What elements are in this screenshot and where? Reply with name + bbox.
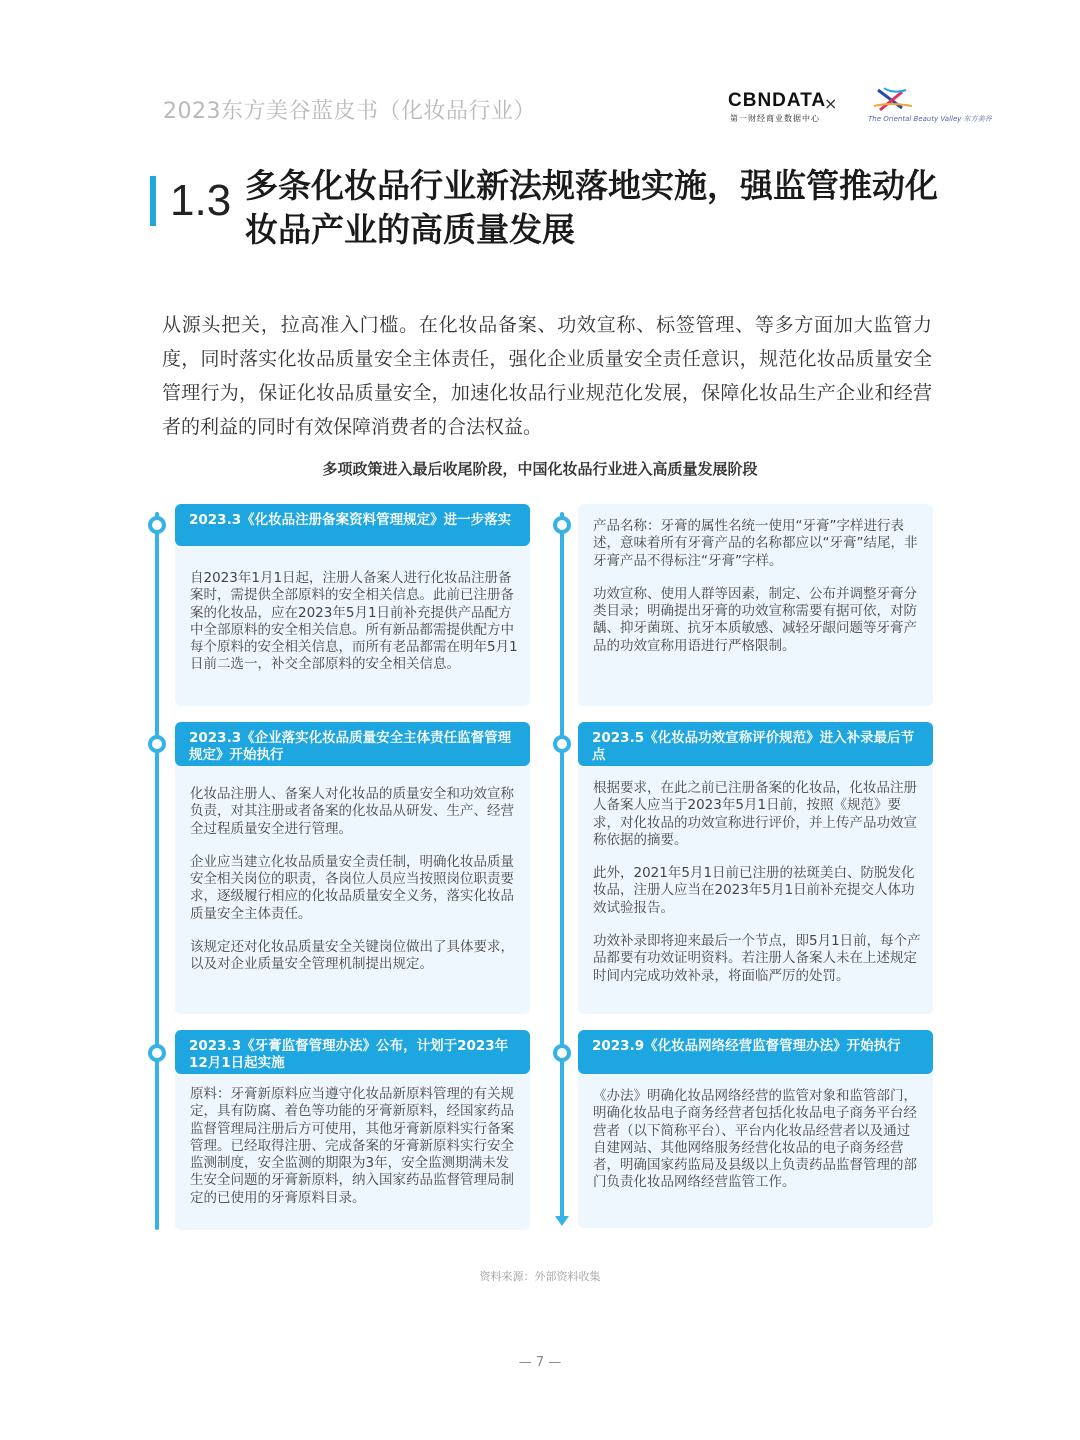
header-logos	[728, 86, 992, 126]
policy-card-title: 2023.5《化妆品功效宣称评价规范》进入补录最后节点	[578, 722, 933, 766]
document-title: 2023东方美谷蓝皮书（化妆品行业）	[163, 99, 536, 124]
policy-card	[578, 1030, 933, 1228]
timeline-node	[148, 1044, 166, 1062]
policy-card-title: 2023.3《化妆品注册备案资料管理规定》进一步落实	[175, 504, 530, 546]
policy-card	[175, 722, 530, 1014]
policy-card-body	[190, 786, 518, 990]
policy-card	[578, 722, 933, 1014]
policy-card-paragraph: 该规定还对化妆品质量安全关键岗位做出了具体要求，以及对企业质量安全管理机制提出规定。	[190, 939, 514, 973]
policy-card-paragraph: 功效宣称、使用人群等因素，制定、公布并调整牙膏分类目录；明确提出牙膏的功效宣称需要有据可依，对防龋、抑牙菌斑、抗牙本质敏感、减轻牙龈问题等牙膏产品的功效宣称用语进行严格限制。	[593, 585, 917, 654]
timeline-node	[148, 516, 166, 534]
policy-card-paragraph: 产品名称：牙膏的属性名统一使用“牙膏”字样进行表述，意味着所有牙膏产品的名称都应以“牙膏”结尾，非牙膏产品不得标注“牙膏”字样。	[593, 518, 918, 569]
policy-card-paragraph: 此外，2021年5月1日前已注册的祛斑美白、防脱发化妆品，注册人应当在2023年5月1日前补充提交人体功效试验报告。	[593, 865, 915, 916]
policy-card-title: 2023.9《化妆品网络经营监督管理办法》开始执行	[578, 1030, 933, 1074]
policy-card-body	[593, 518, 923, 671]
policy-card-body	[593, 1088, 923, 1208]
timeline-arrow-icon	[555, 1216, 569, 1226]
cbndata-logo: CBNDATA	[728, 90, 827, 111]
timeline-node	[553, 1044, 571, 1062]
timeline-node	[148, 735, 166, 753]
cross-icon: ×	[824, 94, 838, 113]
section-accent-bar	[150, 176, 156, 226]
source-note: 资料来源：外部资料收集	[479, 1270, 601, 1283]
policy-card-paragraph: 功效补录即将迎来最后一个节点，即5月1日前，每个产品都要有功效证明资料。若注册人备案人未在上述规定时间内完成功效补录，将面临严厉的处罚。	[593, 933, 921, 984]
timeline-node	[553, 516, 571, 534]
section-title: 多条化妆品行业新法规落地实施，强监管推动化妆品产业的高质量发展	[245, 166, 938, 249]
figure-title: 多项政策进入最后收尾阶段，中国化妆品行业进入高质量发展阶段	[322, 460, 758, 478]
policy-card-paragraph: 根据要求，在此之前已注册备案的化妆品，化妆品注册人备案人应当于2023年5月1日前，按照《规范》要求，对化妆品的功效宣称进行评价，并上传产品功效宣称依据的摘要。	[593, 780, 917, 848]
intro-paragraph: 从源头把关，拉高准入门槛。在化妆品备案、功效宣称、标签管理、等多方面加大监管力度，同时落实化妆品质量安全主体责任，强化企业质量安全责任意识，规范化妆品质量安全管理行为，保证化妆品质量安全，加速化妆品行业规范化发展，保障化妆品生产企业和经营者的利益的同时有效保障消费者的合法权益。	[162, 314, 932, 438]
cbndata-subtitle: 第一财经商业数据中心	[730, 114, 820, 123]
policy-card-body	[190, 1086, 518, 1223]
page-number: — 7 —	[518, 1355, 562, 1370]
policy-card-title: 2023.3《牙膏监督管理办法》公布，计划于2023年12月1日起实施	[175, 1030, 530, 1074]
partner-logo-text: The Oriental Beauty Valley 东方美谷	[868, 115, 992, 123]
policy-card-paragraph: 自2023年1月1日起，注册人备案人进行化妆品注册备案时，需提供全部原料的安全相关信息。此前已注册备案的化妆品，应在2023年5月1日前补充提供产品配方中全部原料的安全相关信息。所有新品都需提供配方中每个原料的安全相关信息，而所有老品都需在明年5月1日前二选一，补交全部原料的安全相关信息。	[190, 570, 518, 673]
policy-card	[175, 1030, 530, 1230]
policy-card-paragraph: 原料：牙膏新原料应当遵守化妆品新原料管理的有关规定，具有防腐、着色等功能的牙膏新原料，经国家药品监督管理局注册后方可使用，其他牙膏新原料实行备案管理。已经取得注册、完成备案的牙膏新原料实行安全监测制度，安全监测的期限为3年，安全监测期满未发生安全问题的牙膏新原料，纳入国家药品监督管理局制定的已使用的牙膏原料目录。	[190, 1086, 514, 1206]
left-timeline-line	[155, 512, 159, 1230]
policy-card-title: 2023.3《企业落实化妆品质量安全主体责任监督管理规定》开始执行	[175, 722, 530, 766]
policy-card-body	[190, 570, 518, 690]
policy-card-paragraph: 企业应当建立化妆品质量安全责任制，明确化妆品质量安全相关岗位的职责，各岗位人员应当按照岗位职责要求，逐级履行相应的化妆品质量安全义务，落实化妆品质量安全主体责任。	[190, 853, 514, 922]
policy-card-body	[593, 780, 923, 1001]
policy-card	[175, 504, 530, 706]
timeline-node	[553, 735, 571, 753]
right-timeline-line	[560, 512, 564, 1218]
policy-card-paragraph: 《办法》明确化妆品网络经营的监管对象和监管部门，明确化妆品电子商务经营者包括化妆品电子商务平台经营者（以下简称平台）、平台内化妆品经营者以及通过自建网站、其他网络服务经营化妆品的电子商务经营者，明确国家药监局及县级以上负责药品监督管理的部门负责化妆品网络经营监管工作。	[593, 1088, 917, 1191]
section-number: 1.3	[170, 176, 232, 225]
policy-card-continuation	[578, 504, 933, 706]
policy-card-paragraph: 化妆品注册人、备案人对化妆品的质量安全和功效宣称负责，对其注册或者备案的化妆品从研发、生产、经营全过程质量安全进行管理。	[190, 786, 514, 837]
